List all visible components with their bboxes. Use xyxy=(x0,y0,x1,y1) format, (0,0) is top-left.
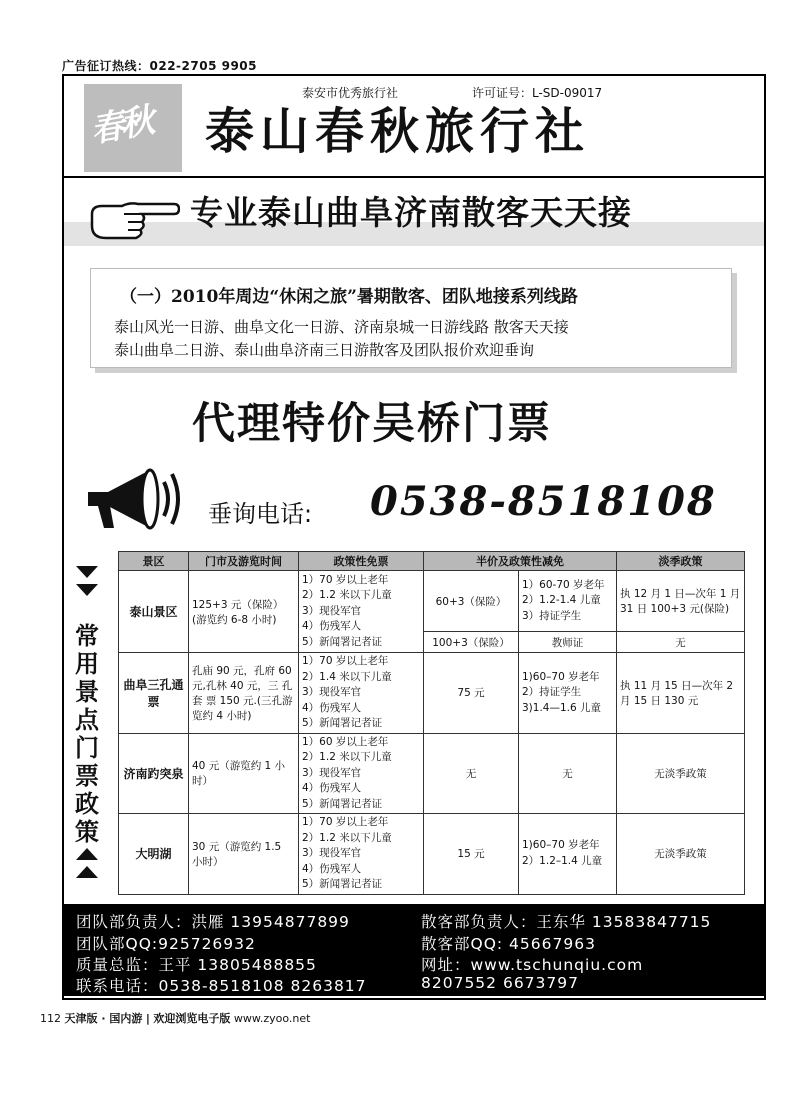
col-header-price: 门市及游览时间 xyxy=(189,552,299,571)
half-item: 3)1.4—1.6 儿童 xyxy=(522,701,602,714)
footer-separator: | xyxy=(145,1012,150,1025)
table-header-row xyxy=(119,552,745,571)
season-cell: 无 xyxy=(617,632,745,653)
free-item: 5）新闻署记者证 xyxy=(302,797,383,810)
free-item: 1）60 岁以上老年 xyxy=(302,735,389,748)
contact-line: 散客部QQ: 45667963 xyxy=(421,935,596,953)
free-item: 2）1.4 米以下儿童 xyxy=(302,670,392,683)
half-item: 1)60–70 岁老年 xyxy=(522,839,600,852)
col-header-free: 政策性免票 xyxy=(299,552,424,571)
free-item: 4）伤残军人 xyxy=(302,862,362,875)
route-line: 泰山风光一日游、曲阜文化一日游、济南泉城一日游线路 散客天天接 xyxy=(114,318,569,336)
free-item: 3）现役军官 xyxy=(302,847,362,859)
half-item: 2）1.2–1.4 儿童 xyxy=(522,854,603,867)
half-item: 2）1.2-1.4 儿童 xyxy=(522,594,601,607)
contact-line: 网址：www.tschunqiu.com xyxy=(421,956,644,974)
agency-logo xyxy=(84,84,182,172)
triangle-up-icon xyxy=(76,848,98,860)
edition-label: 天津版 · 国内游 xyxy=(64,1012,143,1025)
agency-name: 泰山春秋旅行社 xyxy=(205,102,591,160)
contact-band xyxy=(64,904,764,996)
table-row xyxy=(119,814,745,895)
free-cell xyxy=(299,814,424,895)
season-cell: 无淡季政策 xyxy=(617,814,745,895)
free-item: 3）现役军官 xyxy=(302,766,362,779)
free-item: 1）70 岁以上老年 xyxy=(302,573,389,586)
triangle-down-icon xyxy=(76,566,98,578)
table-row xyxy=(119,571,745,632)
price-cell: 孔庙 90 元，孔府 60 元,孔林 40 元，三 孔 套 票 150 元.(三孔游览约 4 小时) xyxy=(189,653,299,734)
price-cell: 40 元（游览约 1 小时） xyxy=(189,733,299,814)
table-row xyxy=(119,733,745,814)
half-item: 2）持证学生 xyxy=(522,686,582,698)
free-item: 2）1.2 米以下儿童 xyxy=(302,751,392,763)
half-item: 3）持证学生 xyxy=(522,609,582,622)
free-item: 2）1.2 米以下儿童 xyxy=(302,589,392,602)
season-cell: 执 12 月 1 日—次年 1 月 31 日 100+3 元(保险) xyxy=(617,571,745,632)
free-item: 2）1.2 米以下儿童 xyxy=(302,831,392,844)
pointing-hand-icon xyxy=(88,196,180,244)
policy-side-title: 常用景点门票政策 xyxy=(75,622,99,846)
contact-line: 团队部负责人：洪雁 13954877899 xyxy=(76,913,350,931)
contact-line: 质量总监：王平 13805488855 xyxy=(76,956,317,974)
scenic-name: 泰山景区 xyxy=(119,571,189,653)
route-line: 泰山曲阜二日游、泰山曲阜济南三日游散客及团队报价欢迎垂询 xyxy=(114,341,535,359)
consult-phone: 0538-8518108 xyxy=(370,478,717,525)
scenic-name: 济南趵突泉 xyxy=(119,733,189,814)
slogan: 专业泰山曲阜济南散客天天接 xyxy=(190,193,632,232)
contact-line: 联系电话：0538-8518108 8263817 xyxy=(76,977,367,995)
col-header-season: 淡季政策 xyxy=(617,552,745,571)
half-items-cell: 教师证 xyxy=(519,632,617,653)
page-footer xyxy=(40,1010,310,1026)
free-cell xyxy=(299,571,424,653)
half-price-cell: 75 元 xyxy=(424,653,519,734)
price-cell: 30 元（游览约 1.5 小时） xyxy=(189,814,299,895)
contact-line: 8207552 6673797 xyxy=(421,974,579,992)
free-item: 4）伤残军人 xyxy=(302,620,362,633)
free-item: 5）新闻署记者证 xyxy=(302,878,383,890)
free-item: 4）伤残军人 xyxy=(302,701,362,714)
season-cell: 执 11 月 15 日—次年 2 月 15 日 130 元 xyxy=(617,653,745,734)
half-items-cell xyxy=(519,814,617,895)
season-cell: 无淡季政策 xyxy=(617,733,745,814)
megaphone-icon xyxy=(84,462,194,536)
half-price-cell: 100+3（保险） xyxy=(424,632,519,653)
half-item: 1）60-70 岁老年 xyxy=(522,578,605,591)
half-items-cell: 无 xyxy=(519,733,617,814)
col-header-half: 半价及政策性减免 xyxy=(424,552,617,571)
free-item: 1）70 岁以上老年 xyxy=(302,655,389,667)
free-item: 5）新闻署记者证 xyxy=(302,717,383,729)
ad-hotline: 广告征订热线：022-2705 9905 xyxy=(62,59,258,73)
footer-url[interactable]: www.zyoo.net xyxy=(233,1012,311,1025)
half-items-cell xyxy=(519,653,617,734)
half-price-cell: 无 xyxy=(424,733,519,814)
logo-text: 春秋 xyxy=(87,101,154,151)
free-item: 4）伤残军人 xyxy=(302,782,362,794)
scenic-name: 曲阜三孔通票 xyxy=(119,653,189,734)
tickets-headline: 代理特价吴桥门票 xyxy=(192,399,552,449)
half-items-cell xyxy=(519,571,617,632)
free-item: 3）现役军官 xyxy=(302,604,362,617)
half-price-cell: 60+3（保险） xyxy=(424,571,519,632)
free-cell xyxy=(299,733,424,814)
welcome-text: 欢迎浏览电子版 xyxy=(153,1012,231,1025)
free-item: 5）新闻署记者证 xyxy=(302,635,383,648)
routes-title: （一）2010年周边“休闲之旅”暑期散客、团队地接系列线路 xyxy=(120,287,578,307)
agency-subtitle: 泰安市优秀旅行社 xyxy=(302,86,399,100)
free-item: 1）70 岁以上老年 xyxy=(302,816,389,828)
page-number: 112 xyxy=(40,1012,61,1025)
triangle-down-icon xyxy=(76,584,98,596)
half-price-cell: 15 元 xyxy=(424,814,519,895)
half-item: 1)60–70 岁老年 xyxy=(522,670,600,683)
price-cell: 125+3 元（保险）(游览约 6-8 小时) xyxy=(189,571,299,653)
scenic-name: 大明湖 xyxy=(119,814,189,895)
free-item: 3）现役军官 xyxy=(302,686,362,698)
col-header-scenic: 景区 xyxy=(119,552,189,571)
contact-line: 团队部QQ:925726932 xyxy=(76,935,256,953)
free-cell xyxy=(299,653,424,734)
ticket-policy-table xyxy=(118,551,745,895)
table-row xyxy=(119,653,745,734)
consult-label: 垂询电话: xyxy=(208,500,313,528)
triangle-up-icon xyxy=(76,866,98,878)
contact-line: 散客部负责人：王东华 13583847715 xyxy=(421,913,712,931)
license-number: 许可证号：L-SD-09017 xyxy=(472,86,603,100)
